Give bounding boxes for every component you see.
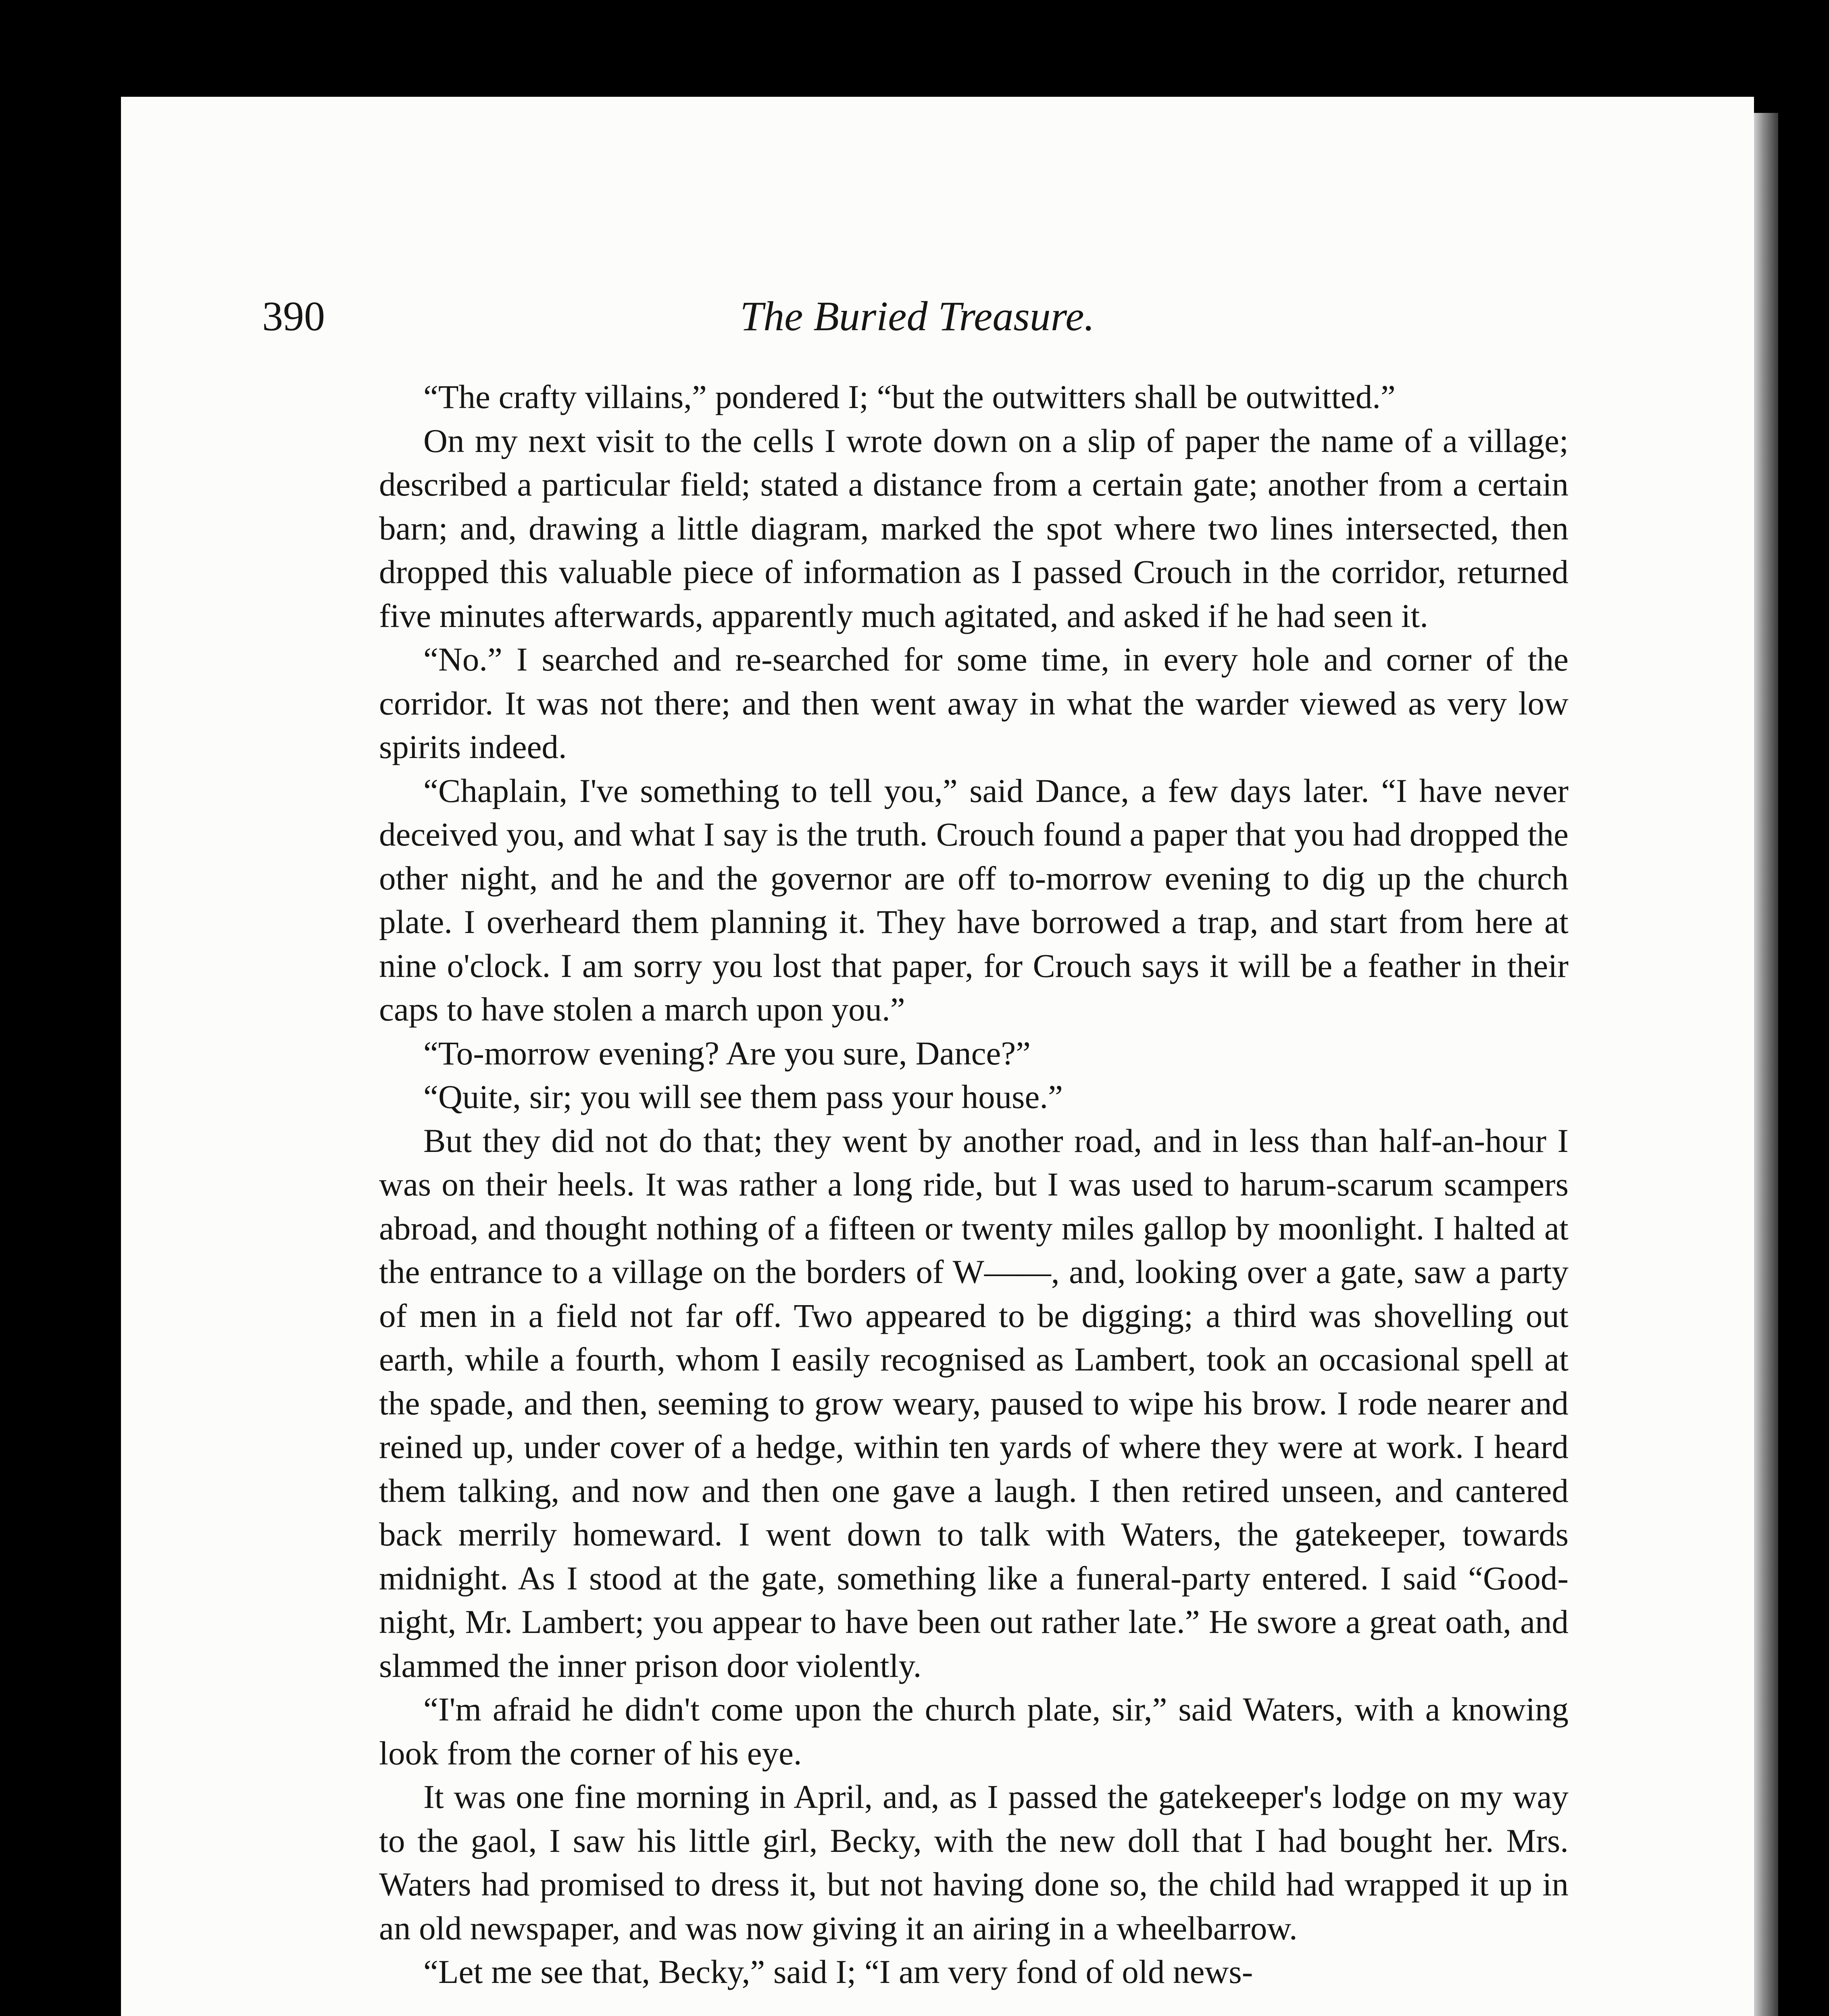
- running-title: The Buried Treasure.: [740, 293, 1095, 339]
- paragraph: “No.” I searched and re-searched for some time, in every hole and corner of the corridor. It was not there; and then went away in what the warder viewed as very low spirits indeed.: [379, 641, 1569, 765]
- paragraph: It was one fine morning in April, and, as I passed the gatekeeper's lodge on my way to the gaol, I saw his little girl, Becky, with the new doll that I had bought her. Mrs. Waters had promised to dress it, but not having done so, the child had wrapped it up in an old newspaper, and was now giving it an airing in a wheelbarrow.: [379, 1778, 1569, 1947]
- paragraph: “The crafty villains,” pondered I; “but the outwitters shall be outwitted.”: [423, 378, 1396, 415]
- paragraph: “I'm afraid he didn't come upon the church plate, sir,” said Waters, with a knowing look from the corner of his eye.: [379, 1691, 1569, 1772]
- paragraph: “Chaplain, I've something to tell you,” said Dance, a few days later. “I have never deceived you, and what I say is the truth. Crouch found a paper that you had dropped the other night, and he and the governor are off to-morrow evening to dig up the church plate. I overheard them planning it. They have borrowed a trap, and start from here at nine o'clock. I am sorry you lost that paper, for Crouch says it will be a feather in their caps to have stolen a march upon you.”: [379, 772, 1569, 1028]
- body-text: [379, 375, 1569, 1994]
- paragraph: But they did not do that; they went by another road, and in less than half-an-hour I was on their heels. It was rather a long ride, but I was used to harum-scarum scampers abroad, and thought nothing of a fifteen or twenty miles gallop by moonlight. I halted at the entrance to a village on the borders of W——, and, looking over a gate, saw a party of men in a field not far off. Two appeared to be digging; a third was shovelling out earth, while a fourth, whom I easily recognised as Lambert, took an occasional spell at the spade, and then, seeming to grow weary, paused to wipe his brow. I rode nearer and reined up, under cover of a hedge, within ten yards of where they were at work. I heard them talking, and now and then one gave a laugh. I then retired unseen, and cantered back merrily homeward. I went down to talk with Waters, the gatekeeper, towards midnight. As I stood at the gate, something like a funeral-party entered. I said “Good-night, Mr. Lambert; you appear to have been out rather late.” He swore a great oath, and slammed the inner prison door violently.: [379, 1122, 1569, 1684]
- page-header: [262, 288, 1573, 345]
- paragraph: On my next visit to the cells I wrote down on a slip of paper the name of a village; described a particular field; stated a distance from a certain gate; another from a certain barn; and, drawing a little diagram, marked the spot where two lines intersected, then dropped this valuable piece of information as I passed Crouch in the corridor, returned five minutes afterwards, apparently much agitated, and asked if he had seen it.: [379, 422, 1569, 634]
- paragraph: “Let me see that, Becky,” said I; “I am very fond of old news-: [423, 1953, 1253, 1990]
- page-number: 390: [262, 293, 325, 339]
- paragraph: “Quite, sir; you will see them pass your house.”: [423, 1078, 1063, 1115]
- page-edge-shadow: [1754, 113, 1778, 2016]
- paragraph: “To-morrow evening? Are you sure, Dance?”: [423, 1034, 1031, 1072]
